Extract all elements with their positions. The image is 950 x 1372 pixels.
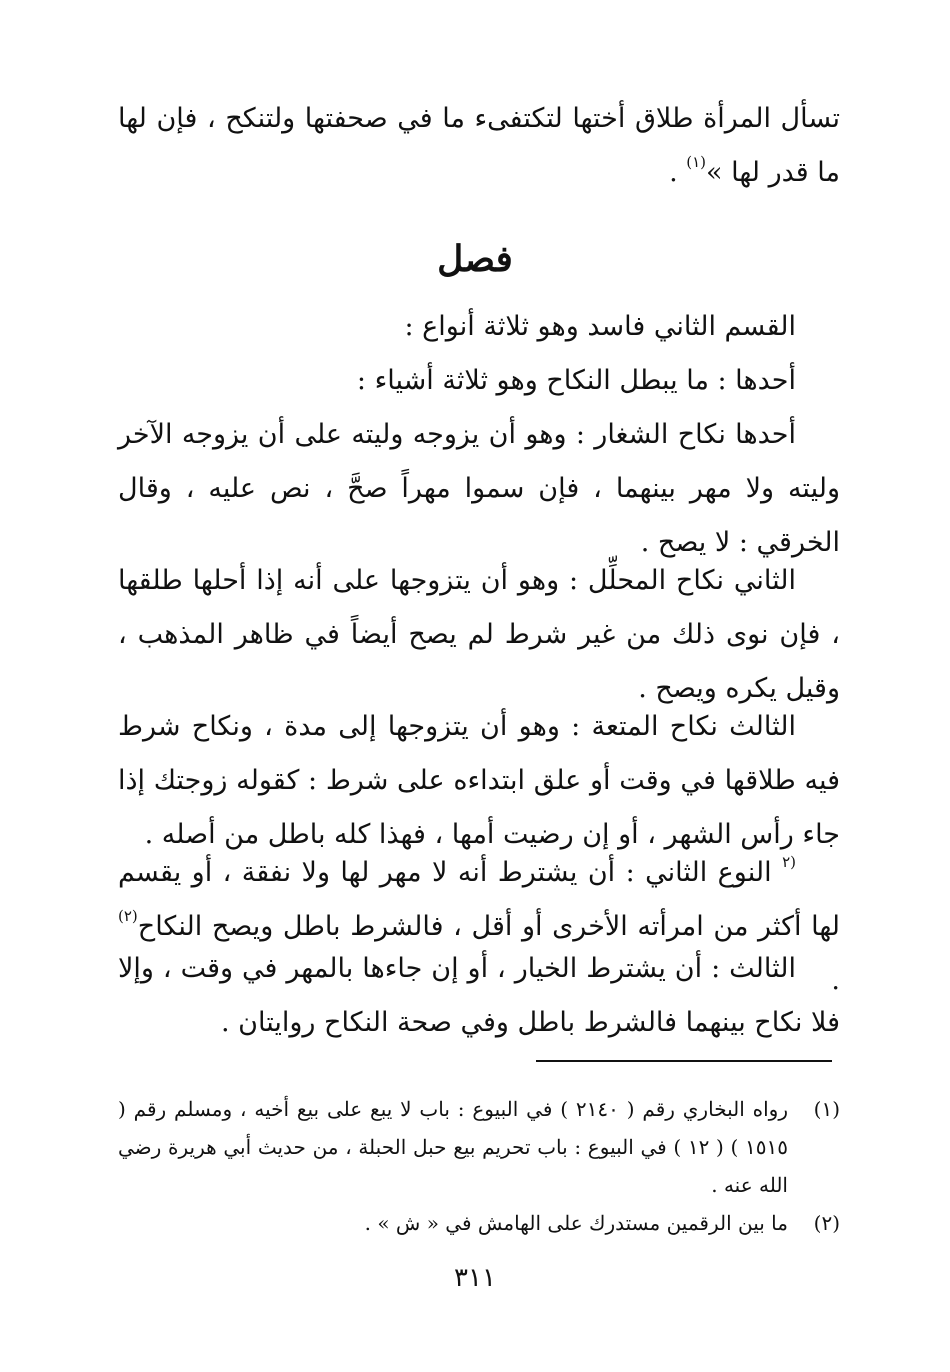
margin-marker-end: (٢) [118,907,138,925]
paragraph-5: الثالث نكاح المتعة : وهو أن يتزوجها إلى مدة ، ونكاح شرط فيه طلاقها في وقت أو علق ابتداءه على شرط : كقوله زوجتك إذا جاء رأس الشهر ، أو إن رضيت أمها ، فهذا كله باطل من أصله . [118,711,840,850]
paragraph-1: القسم الثاني فاسد وهو ثلاثة أنواع : [404,311,796,342]
footnote-2-text: ما بين الرقمين مستدرك على الهامش في « ش » . [364,1211,788,1235]
paragraph-6-text: النوع الثاني : أن يشترط أنه لا مهر لها ولا نفقة ، أو يقسم لها أكثر من امرأته الأخرى أو أقل ، فالشرط باطل ويصح النكاح [118,857,840,942]
footnote-2-number: (٢) [813,1211,840,1235]
continuation-paragraph [118,92,840,200]
continuation-tail: . [669,157,687,188]
paragraph-7: الثالث : أن يشترط الخيار ، أو إن جاءها بالمهر في وقت ، وإلا فلا نكاح بينهما فالشرط باطل وفي صحة النكاح روايتان . [118,953,840,1038]
page-number: ٣١١ [454,1263,496,1293]
section-heading: فصل [437,238,513,280]
paragraph-6-tail: . [831,965,840,996]
footnote-separator [536,1060,832,1062]
continuation-text: تسأل المرأة طلاق أختها لتكتفىء ما في صحفتها ولتنكح ، فإن لها ما قدر لها » [118,103,840,188]
paragraph-2: أحدها : ما يبطل النكاح وهو ثلاثة أشياء : [356,365,796,396]
footnote-ref-1: (١) [686,153,707,171]
footnote-1-number: (١) [813,1097,840,1121]
footnote-1-text: رواه البخاري رقم ( ٢١٤٠ ) في البيوع : باب لا يبع على بيع أخيه ، ومسلم رقم ( ١٥١٥ ) ( ١٢ ) في البيوع : باب تحريم بيع حبل الحبلة ، من حديث أبي هريرة رضي الله عنه . [118,1097,788,1197]
footnote-2 [118,1204,840,1242]
footnote-1 [118,1090,840,1204]
paragraph-4: الثاني نكاح المحلِّل : وهو أن يتزوجها على أنه إذا أحلها طلقها ، فإن نوى ذلك من غير شرط لم يصح أيضاً في ظاهر المذهب ، وقيل يكره ويصح . [118,565,840,704]
paragraph-3: أحدها نكاح الشغار : وهو أن يزوجه وليته على أن يزوجه الآخر وليته ولا مهر بينهما ، فإن سموا مهراً صحَّ ، نص عليه ، وقال الخرقي : لا يصح . [118,419,840,558]
margin-marker-start: (٢ [782,853,796,871]
